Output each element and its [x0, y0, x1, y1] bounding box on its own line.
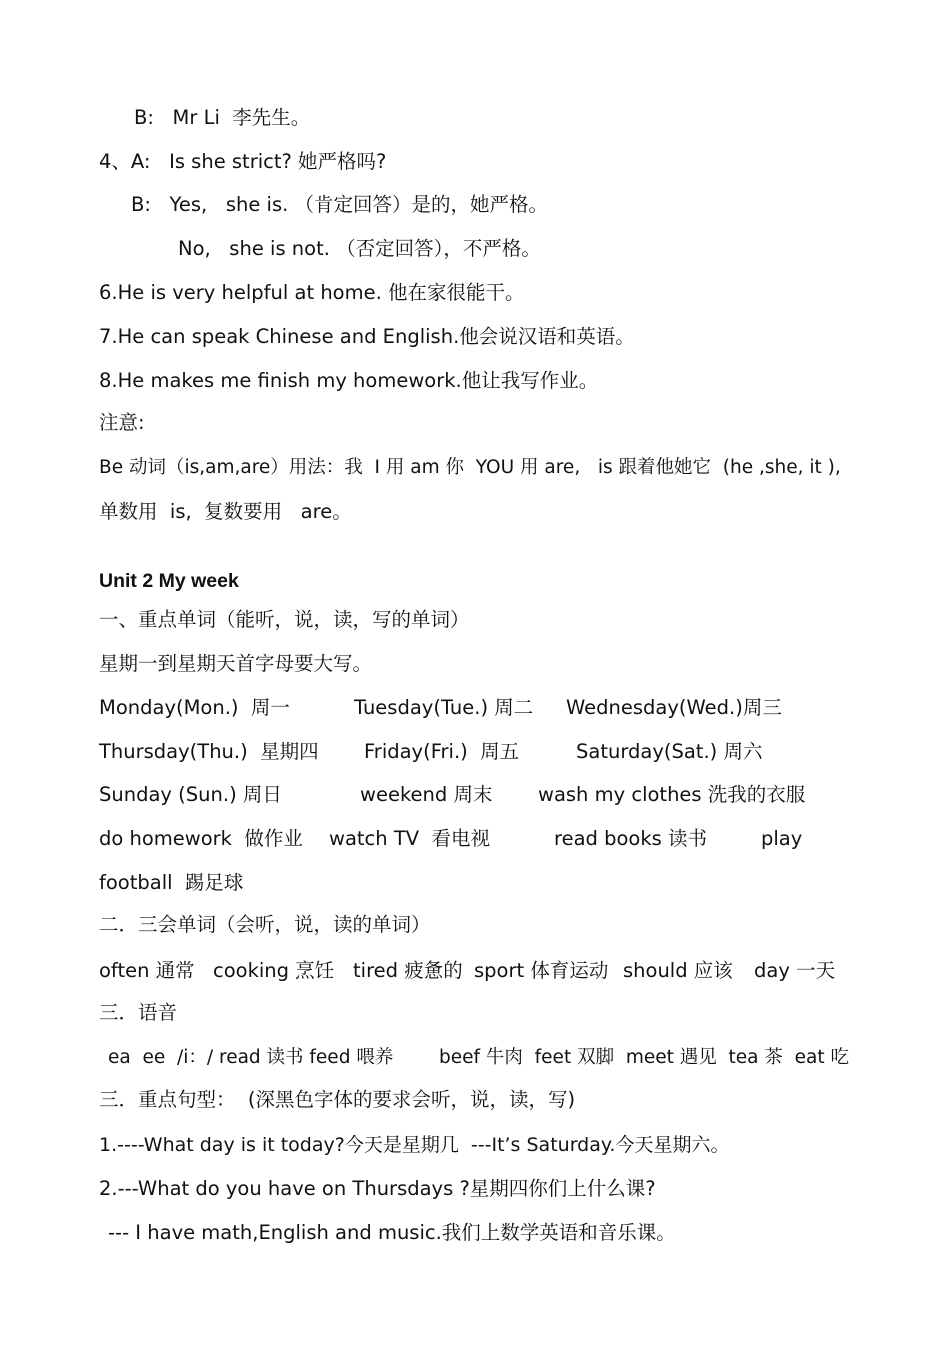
- vocab-item: do homework 做作业: [99, 827, 303, 850]
- vocab-item: cooking 烹饪: [213, 959, 335, 982]
- vocab-item: day 一天: [754, 959, 836, 982]
- vocab-row: football 踢足球: [99, 871, 244, 894]
- vocab-item: Friday(Fri.) 周五: [364, 740, 520, 763]
- note-label: 注意:: [99, 411, 145, 434]
- vocab-item: read books 读书: [554, 827, 708, 850]
- sentence-line: 6.He is very helpful at home. 他在家很能干。: [99, 281, 525, 304]
- section-heading: 二．三会单词（会听，说，读的单词）: [99, 913, 431, 936]
- sentence-line: 8.He makes me finish my homework.他让我写作业。: [99, 369, 599, 392]
- note-line: 星期一到星期天首字母要大写。: [99, 652, 373, 675]
- dialog-line: 4、A: Is she strict? 她严格吗?: [99, 150, 387, 173]
- vocab-row: [0, 827, 950, 971]
- vocab-item: Saturday(Sat.) 周六: [576, 740, 763, 763]
- dialog-line: B: Yes, she is. （肯定回答）是的，她严格。: [131, 193, 549, 216]
- sentence-line: 7.He can speak Chinese and English.他会说汉语和英语。: [99, 325, 635, 348]
- section-heading: 一、重点单词（能听，说，读，写的单词）: [99, 608, 470, 631]
- grammar-note: Be 动词（is,am,are）用法：我 I 用 am 你 YOU 用 are, is 跟着他她它 (he ,she, it ),: [99, 457, 841, 478]
- vocab-item: Wednesday(Wed.)周三: [566, 696, 782, 719]
- vocab-item: Thursday(Thu.) 星期四: [99, 740, 319, 763]
- vocab-item: Sunday (Sun.) 周日: [99, 783, 282, 806]
- phonics-item: ea ee /i：/ read 读书 feed 喂养: [108, 1047, 394, 1068]
- dialog-line: B: Mr Li 李先生。: [134, 106, 311, 129]
- vocab-item: often 通常: [99, 959, 195, 982]
- vocab-item: Monday(Mon.) 周一: [99, 696, 290, 719]
- grammar-note: 单数用 is, 复数要用 are。: [99, 500, 352, 523]
- sentence-line: --- I have math,English and music.我们上数学英语和音乐课。: [108, 1221, 676, 1244]
- vocab-item: tired 疲惫的: [353, 959, 463, 982]
- vocab-item: sport 体育运动: [474, 959, 609, 982]
- section-heading: 三．语音: [99, 1001, 178, 1024]
- sentence-line: 1.----What day is it today?今天是星期几 ---It’s Saturday.今天星期六。: [99, 1134, 730, 1156]
- unit-title: Unit 2 My week: [99, 570, 239, 592]
- phonics-item: beef 牛肉 feet 双脚 meet 遇见 tea 茶 eat 吃: [439, 1047, 849, 1068]
- vocab-item: play: [761, 827, 803, 850]
- vocab-item: weekend 周末: [360, 783, 493, 806]
- vocab-item: watch TV 看电视: [329, 827, 490, 850]
- vocab-item: Tuesday(Tue.) 周二: [354, 696, 534, 719]
- vocab-item: wash my clothes 洗我的衣服: [538, 783, 806, 806]
- dialog-line: No, she is not. （否定回答），不严格。: [178, 237, 541, 260]
- section-heading: 三．重点句型： (深黑色字体的要求会听，说，读，写): [99, 1088, 576, 1111]
- sentence-line: 2.---What do you have on Thursdays ?星期四你们上什么课?: [99, 1177, 656, 1200]
- vocab-item: should 应该: [623, 959, 733, 982]
